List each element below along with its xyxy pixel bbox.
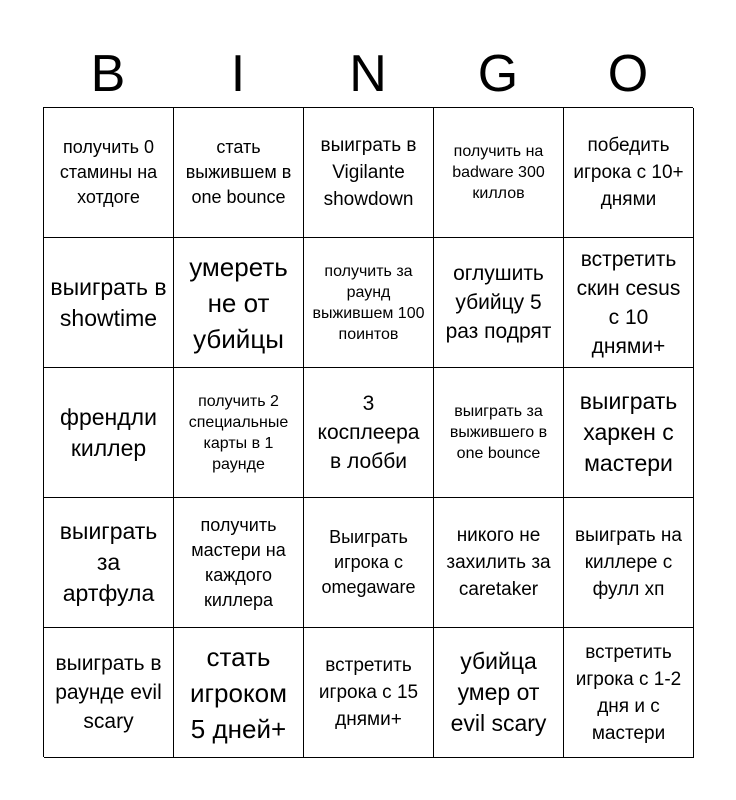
bingo-cell-text: оглушить убийцу 5 раз подрят — [445, 262, 552, 343]
bingo-cell-text: никого не захилить за caretaker — [446, 525, 551, 600]
bingo-cell-text: стать выжившем в one bounce — [185, 137, 292, 207]
bingo-cell[interactable] — [174, 628, 304, 758]
bingo-cell[interactable] — [44, 368, 174, 498]
bingo-cell-text: получить мастери на каждого киллера — [191, 514, 286, 610]
bingo-cell-text: Выиграть игрока с omegaware — [321, 527, 416, 597]
bingo-cell-text: выиграть за артфула — [59, 518, 158, 606]
header-letter-n: N — [349, 45, 387, 103]
bingo-cell-text: получить на badware 300 киллов — [452, 143, 545, 202]
bingo-cell-text: выиграть за выжившего в one bounce — [449, 403, 548, 462]
bingo-cell[interactable] — [174, 498, 304, 628]
bingo-cell-text: выиграть в раунде evil scary — [55, 652, 162, 733]
header-letter-i: I — [230, 45, 246, 103]
bingo-cell[interactable] — [174, 108, 304, 238]
bingo-cell-text: встретить игрока с 15 днями+ — [318, 655, 419, 730]
bingo-cell[interactable] — [44, 108, 174, 238]
bingo-cell[interactable] — [564, 628, 694, 758]
bingo-cell-text: 3 косплеера в лобби — [317, 392, 420, 473]
bingo-cell-text: получить 2 специальные карты в 1 раунде — [188, 392, 289, 473]
bingo-cell-text: убийца умер от evil scary — [450, 648, 547, 736]
bingo-cell-text: френдли киллер — [60, 403, 157, 461]
bingo-cell[interactable] — [564, 108, 694, 238]
bingo-cell-text: встретить скин cesus с 10 днями+ — [576, 247, 681, 358]
bingo-cell[interactable] — [44, 628, 174, 758]
bingo-cell[interactable] — [304, 368, 434, 498]
bingo-cell-text: выиграть в showtime — [50, 273, 167, 331]
bingo-cell[interactable] — [174, 238, 304, 368]
bingo-cell[interactable] — [434, 238, 564, 368]
bingo-cell-text: стать игроком 5 дней+ — [190, 641, 287, 744]
header-letter-o: O — [607, 45, 649, 103]
bingo-cell-text: выиграть на киллере с фулл хп — [575, 525, 682, 600]
bingo-cell[interactable] — [44, 238, 174, 368]
bingo-cell[interactable] — [304, 238, 434, 368]
bingo-cell[interactable] — [434, 498, 564, 628]
bingo-grid — [43, 107, 693, 757]
bingo-cell-text: выиграть в Vigilante showdown — [320, 135, 417, 210]
bingo-cell[interactable] — [434, 368, 564, 498]
bingo-cell-text: получить за раунд выжившем 100 поинтов — [312, 262, 425, 343]
bingo-cell[interactable] — [304, 628, 434, 758]
bingo-cell[interactable] — [44, 498, 174, 628]
bingo-cell[interactable] — [174, 368, 304, 498]
bingo-cell-text: выиграть харкен с мастери — [579, 388, 678, 476]
bingo-cell-text: получить 0 стамины на хотдоге — [59, 137, 158, 207]
bingo-cell-text: встретить игрока с 1-2 дня и с мастери — [575, 641, 682, 744]
bingo-cell-text: победить игрока с 10+ днями — [573, 135, 684, 210]
header-letter-b: B — [90, 45, 126, 103]
bingo-cell[interactable] — [304, 108, 434, 238]
bingo-cell[interactable] — [434, 628, 564, 758]
bingo-cell[interactable] — [304, 498, 434, 628]
bingo-cell[interactable] — [564, 238, 694, 368]
bingo-cell[interactable] — [434, 108, 564, 238]
bingo-cell[interactable] — [564, 368, 694, 498]
bingo-cell[interactable] — [564, 498, 694, 628]
header-letter-g: G — [477, 45, 519, 103]
bingo-header — [43, 44, 693, 104]
bingo-cell-text: умереть не от убийцы — [189, 251, 288, 354]
